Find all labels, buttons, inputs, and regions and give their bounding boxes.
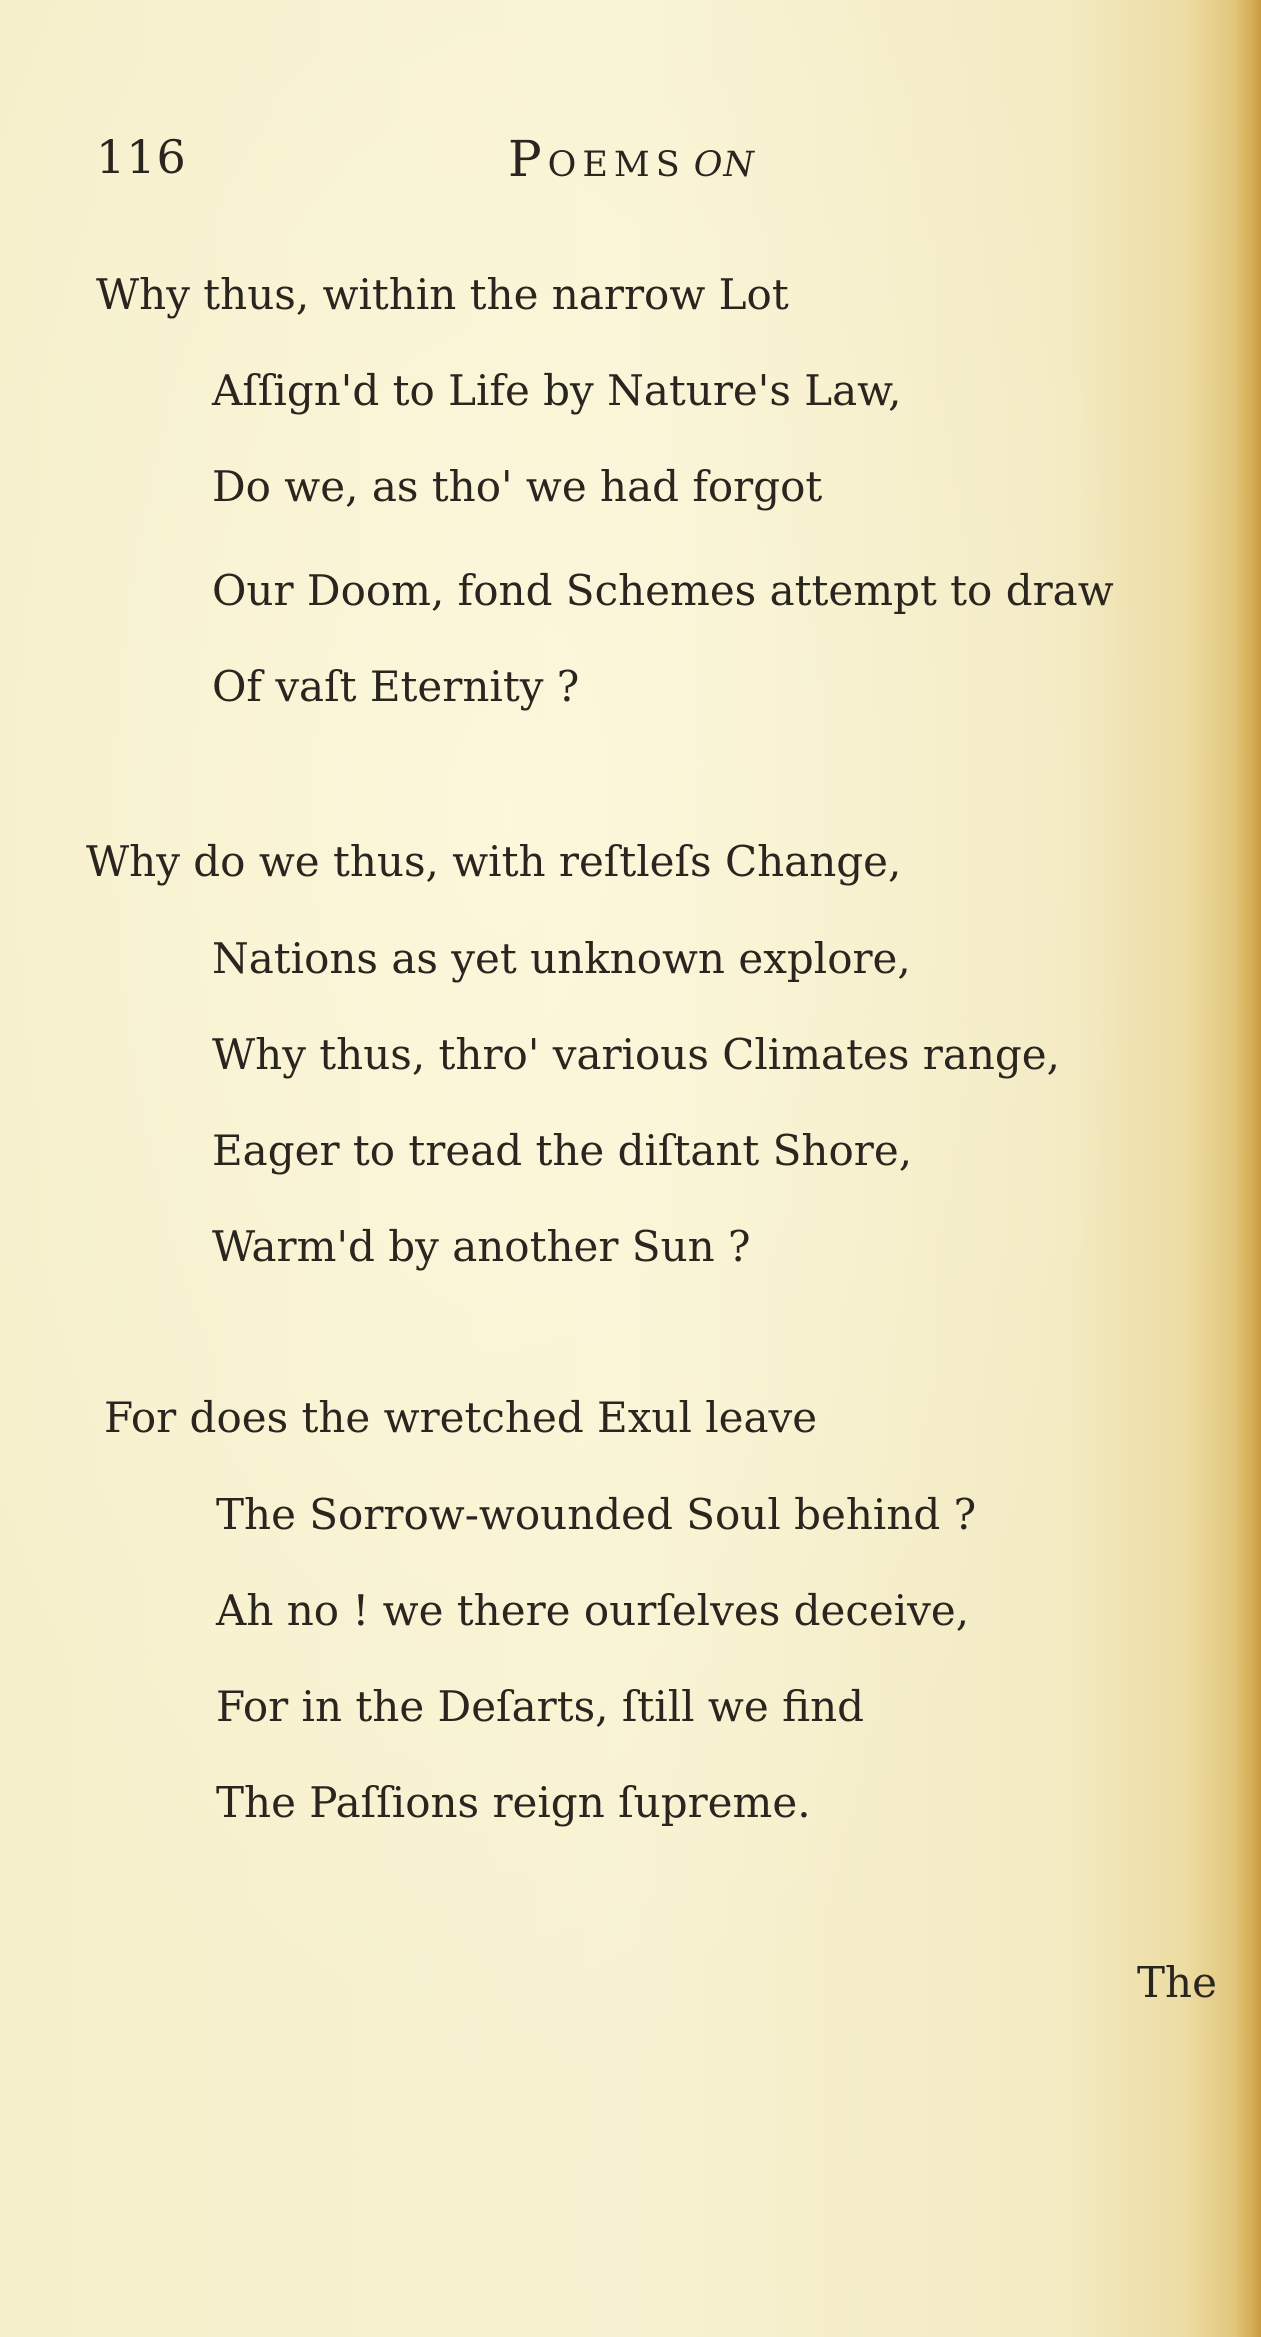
verse-line: Of vaſt Eternity ? bbox=[212, 662, 580, 711]
verse-line: Nations as yet unknown explore, bbox=[212, 934, 911, 983]
verse-line: For does the wretched Exul leave bbox=[104, 1393, 818, 1442]
verse-line: Do we, as tho' we had forgot bbox=[212, 462, 823, 511]
verse-line: Aſſign'd to Life by Nature's Law, bbox=[212, 366, 902, 415]
verse-line: The Paſſions reign ſupreme. bbox=[216, 1778, 811, 1827]
running-title bbox=[508, 130, 755, 188]
page-header bbox=[96, 130, 996, 200]
verse-line: For in the Deſarts, ſtill we find bbox=[216, 1682, 865, 1731]
verse-line: Why do we thus, with reſtleſs Change, bbox=[86, 837, 902, 886]
verse-line: Why thus, within the narrow Lot bbox=[96, 270, 789, 319]
verse-line: Why thus, thro' various Climates range, bbox=[212, 1030, 1060, 1079]
verse-line: Ah no ! we there ourſelves deceive, bbox=[216, 1586, 970, 1635]
page-edge-shadow bbox=[1235, 0, 1261, 2337]
verse-line: Warm'd by another Sun ? bbox=[212, 1222, 751, 1271]
running-title-main: Poems bbox=[508, 130, 686, 188]
verse-line: The Sorrow-wounded Soul behind ? bbox=[216, 1490, 977, 1539]
running-title-italic: on bbox=[693, 130, 756, 188]
verse-line: Our Doom, fond Schemes attempt to draw bbox=[212, 566, 1114, 615]
page-number: 116 bbox=[96, 130, 187, 184]
catchword: The bbox=[1137, 1958, 1217, 2007]
verse-line: Eager to tread the diſtant Shore, bbox=[212, 1126, 913, 1175]
